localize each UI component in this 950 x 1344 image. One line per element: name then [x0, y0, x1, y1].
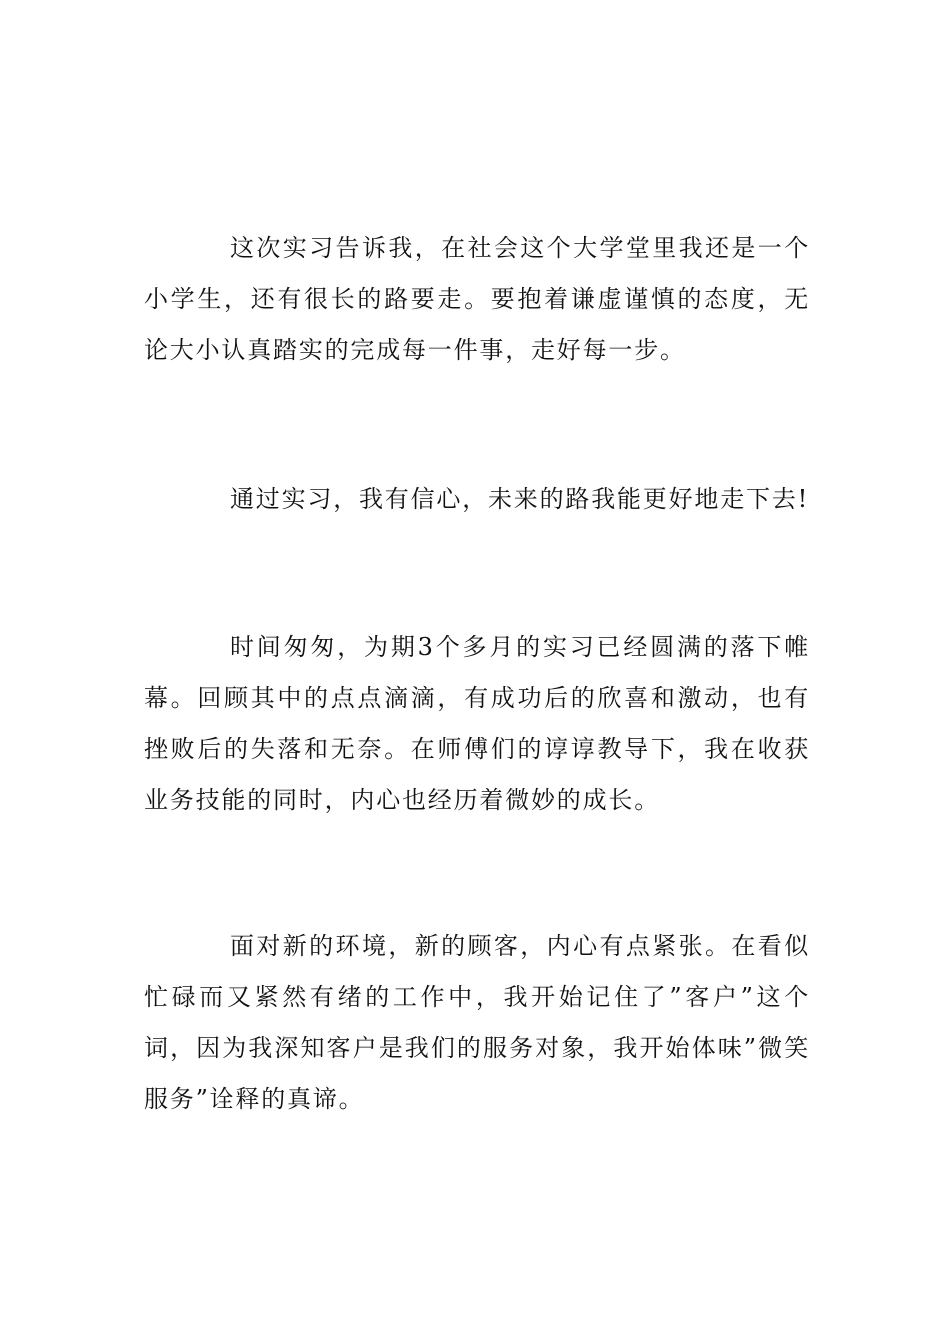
- paragraph-2: 通过实习，我有信心，未来的路我能更好地走下去!: [230, 485, 810, 513]
- paragraph-4: 面对新的环境，新的顾客，内心有点紧张。在看似忙碌而又紧然有绪的工作中，我开始记住了”客户”这个词，因为我深知客户是我们的服务对象，我开始体味”微笑服务”诠释的真谛。: [144, 932, 810, 1113]
- paragraph-1: 这次实习告诉我，在社会这个大学堂里我还是一个小学生，还有很长的路要走。要抱着谦虚谨慎的态度，无论大小认真踏实的完成每一件事，走好每一步。: [144, 234, 810, 364]
- paragraph-3: 时间匆匆，为期3个多月的实习已经圆满的落下帷幕。回顾其中的点点滴滴，有成功后的欣喜和激动，也有挫败后的失落和无奈。在师傅们的谆谆教导下，我在收获业务技能的同时，内心也经历着微妙的成长。: [144, 633, 810, 814]
